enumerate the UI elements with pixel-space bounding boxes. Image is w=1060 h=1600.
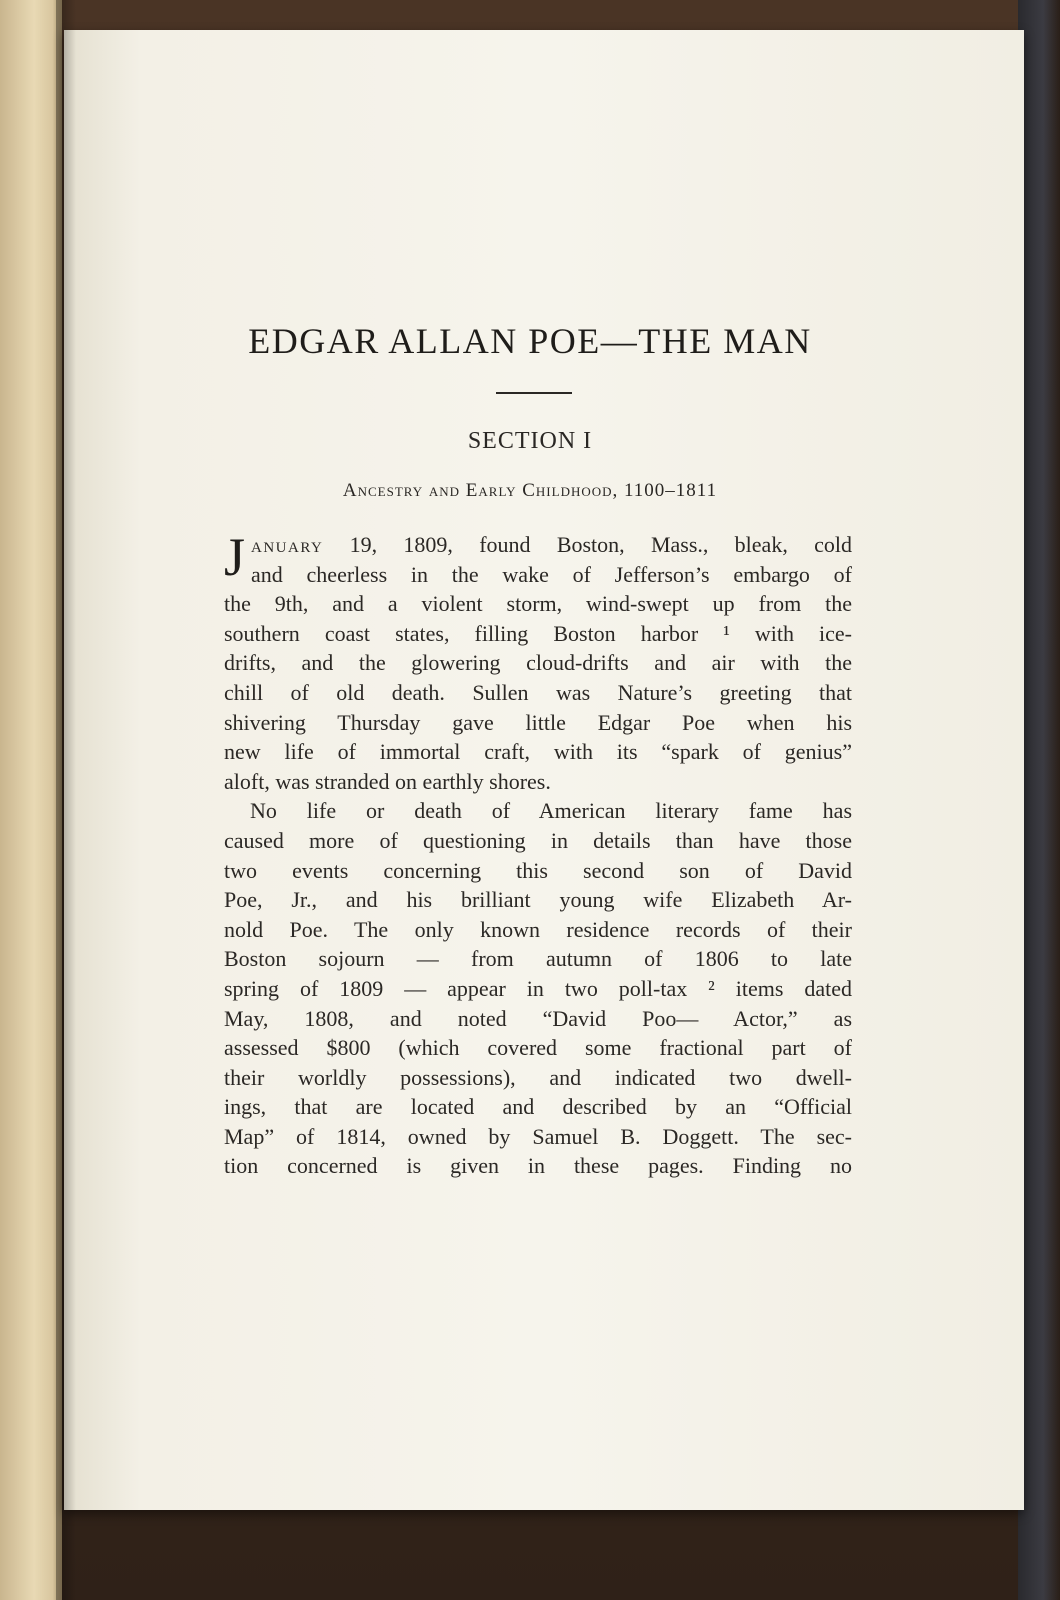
paragraph-2 <box>224 796 852 1181</box>
text-line: aloft, was stranded on earthly shores. <box>224 768 551 794</box>
text-line: new life of immortal craft, with its “spark of genius” <box>224 739 852 765</box>
drop-cap: J <box>224 527 246 587</box>
spine-shadow <box>56 0 76 1600</box>
text-line: the 9th, and a violent storm, wind-swept up from the <box>224 591 852 617</box>
text-line: southern coast states, filling Boston harbor ¹ with ice- <box>224 620 852 646</box>
left-page-edge <box>0 0 62 1600</box>
book-cover-edge <box>1018 0 1060 1600</box>
text-line: nold Poe. The only known residence records of their <box>224 916 852 942</box>
paragraph-1 <box>224 527 852 796</box>
text-line-content: 19, 1809, found Boston, Mass., bleak, cold <box>323 532 852 557</box>
text-line: May, 1808, and noted “David Poo— Actor,” as <box>224 1005 852 1031</box>
text-line: assessed $800 (which covered some fractional part of <box>224 1035 852 1061</box>
text-line: chill of old death. Sullen was Nature’s greeting that <box>224 679 852 705</box>
text-line: ings, that are located and described by an “Official <box>224 1094 852 1120</box>
text-line: shivering Thursday gave little Edgar Poe when his <box>224 709 852 735</box>
text-line: Map” of 1814, owned by Samuel B. Doggett. The sec- <box>224 1123 852 1149</box>
text-line: Boston sojourn — from autumn of 1806 to late <box>224 946 852 972</box>
title-rule <box>496 392 572 394</box>
text-line: tion concerned is given in these pages. Finding no <box>224 1153 852 1179</box>
text-line <box>224 530 852 560</box>
text-line: drifts, and the glowering cloud-drifts and air with the <box>224 650 852 676</box>
section-subtitle: Ancestry and Early Childhood, 1100–1811 <box>342 480 718 501</box>
text-line: caused more of questioning in details than have those <box>224 827 852 853</box>
text-line: their worldly possessions), and indicated two dwell- <box>224 1064 852 1090</box>
text-line: two events concerning this second son of David <box>224 857 852 883</box>
lead-small-caps: anuary <box>251 532 324 557</box>
text-line: and cheerless in the wake of Jefferson’s embargo of <box>251 561 852 587</box>
book-title: EDGAR ALLAN POE—THE MAN <box>248 321 812 361</box>
text-line: No life or death of American literary fame has <box>250 798 852 824</box>
text-line: spring of 1809 — appear in two poll-tax ² items dated <box>224 975 852 1001</box>
body-text <box>224 527 852 1181</box>
section-heading: SECTION I <box>467 428 593 454</box>
text-line: Poe, Jr., and his brilliant young wife Elizabeth Ar- <box>224 887 852 913</box>
